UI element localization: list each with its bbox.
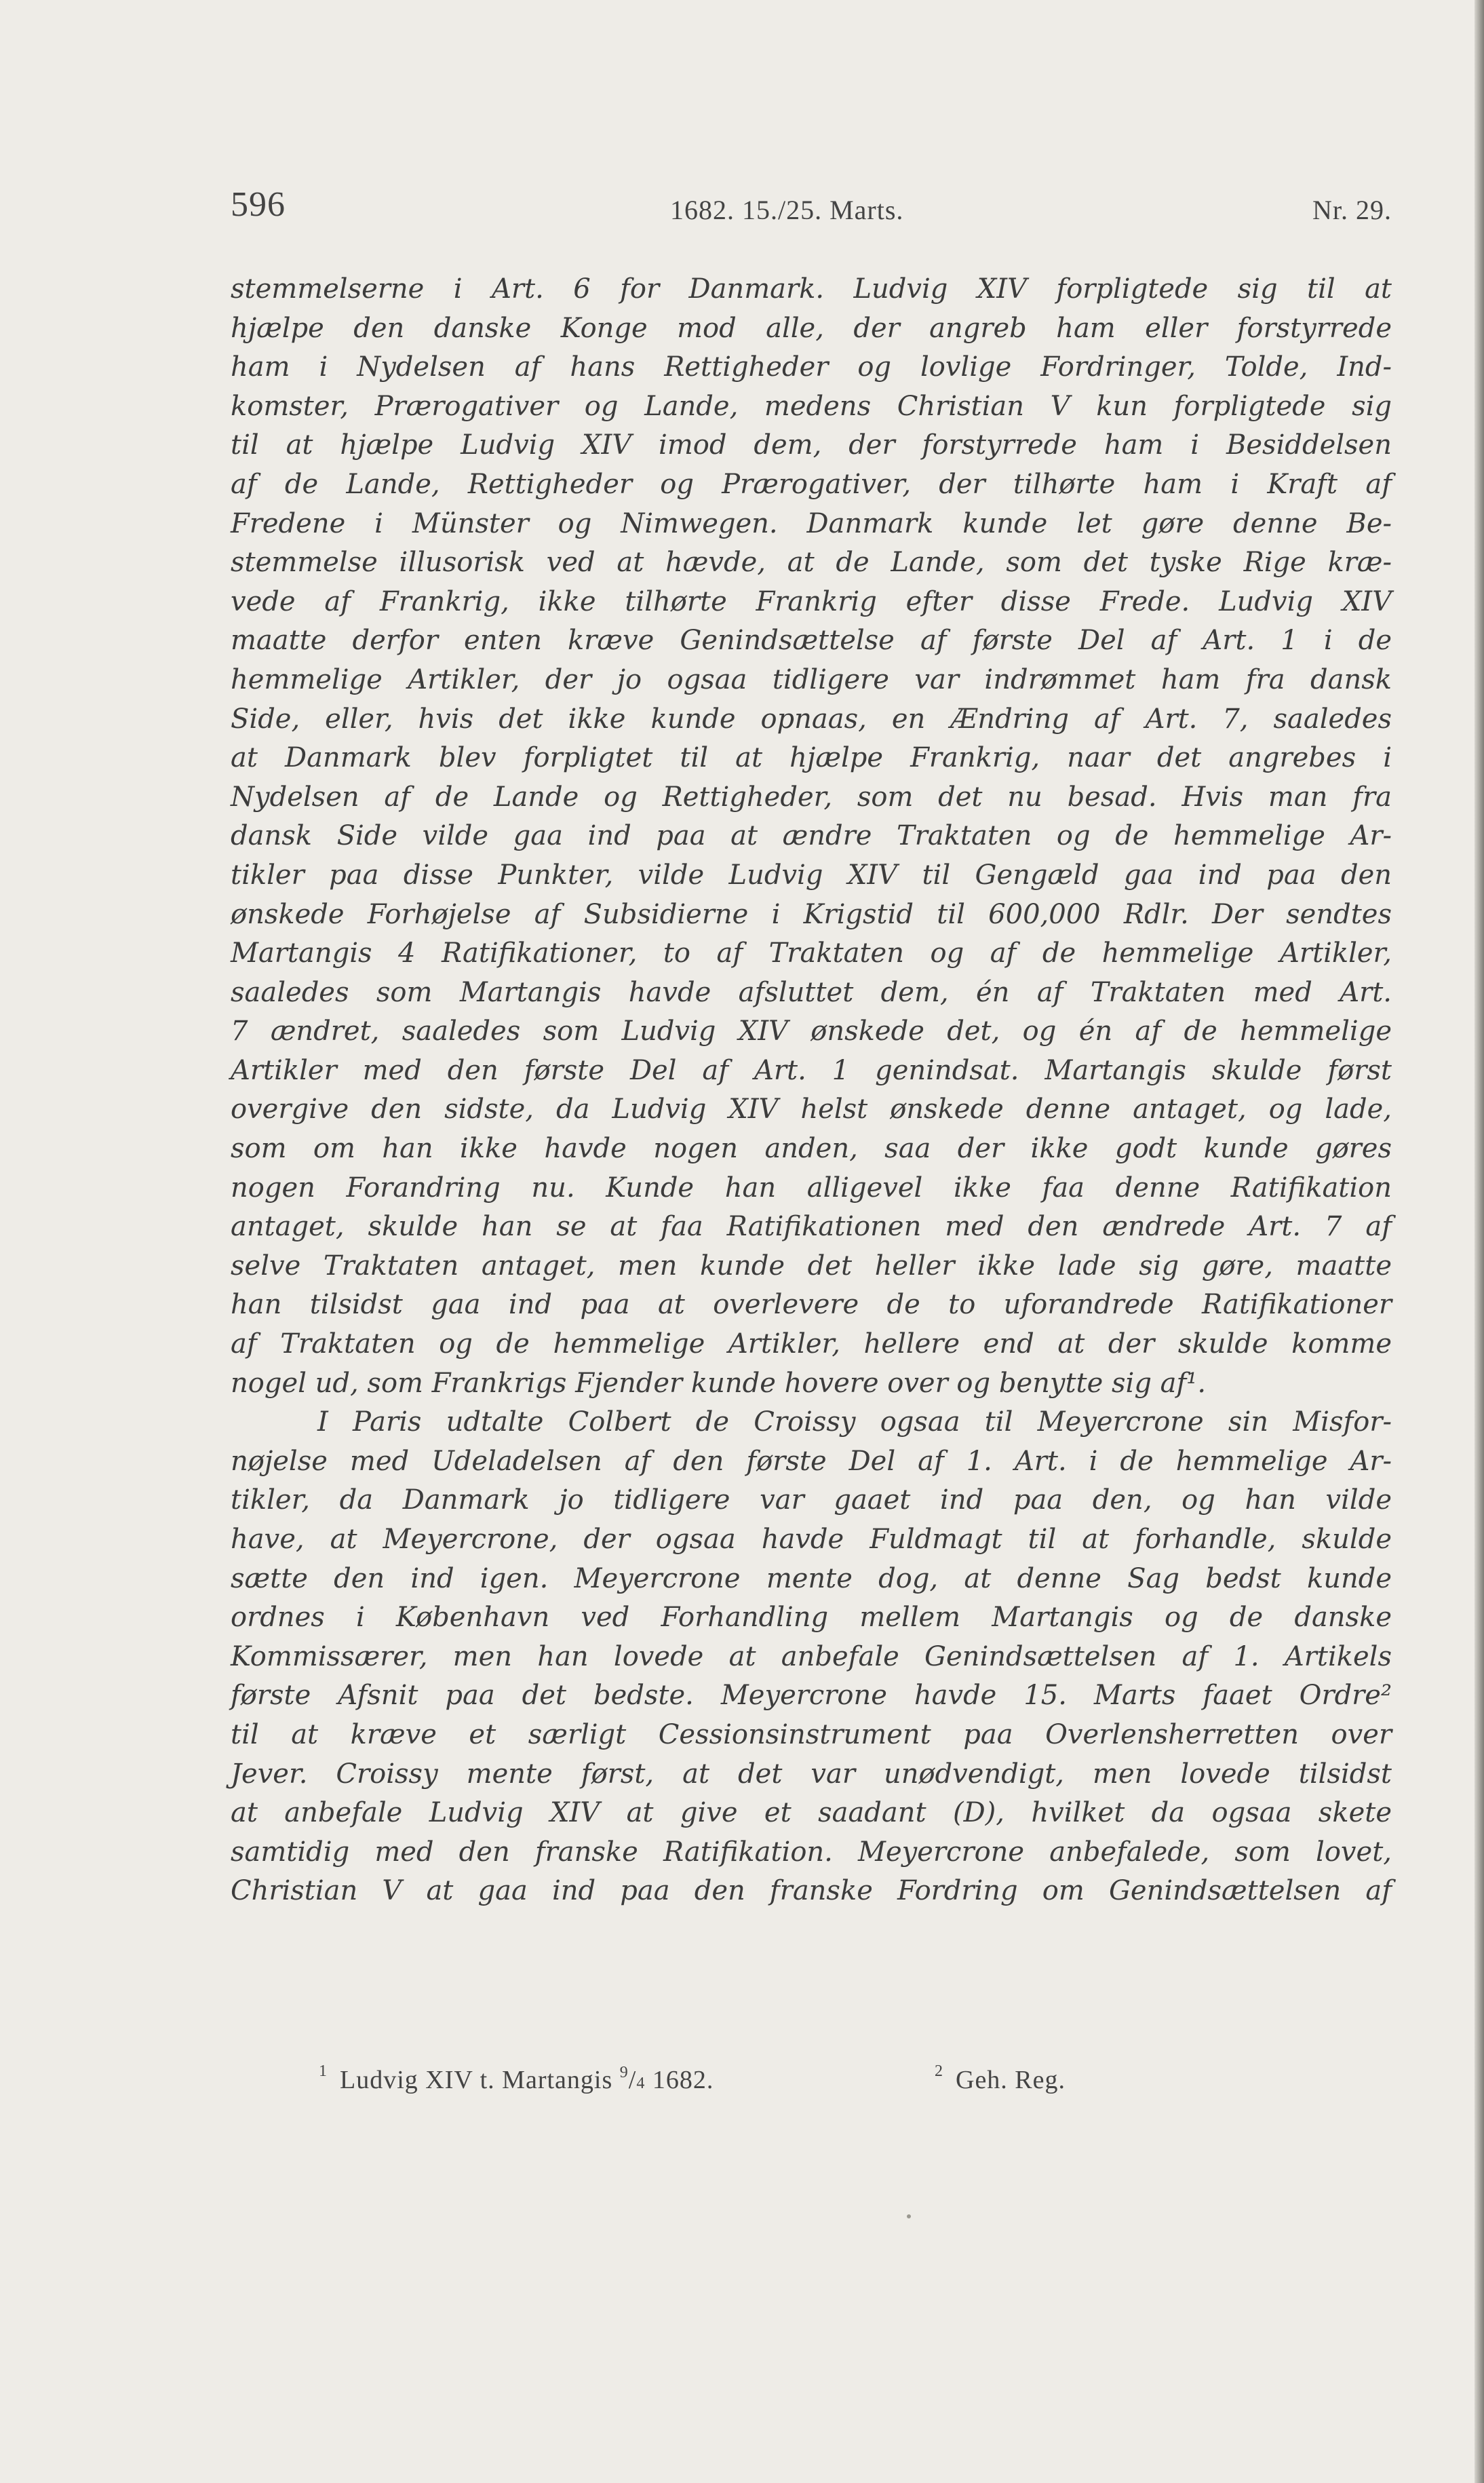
text-line: Christian V at gaa ind paa den franske Fordring om Genindsættelsen af xyxy=(231,1875,1392,1907)
page-number: 596 xyxy=(231,185,286,224)
text-line: af Traktaten og de hemmelige Artikler, hellere end at der skulde komme xyxy=(231,1328,1392,1360)
text-line: tikler, da Danmark jo tidligere var gaaet ind paa den, og han vilde xyxy=(231,1484,1392,1516)
scan-speck xyxy=(907,2214,911,2218)
text-line: Artikler med den første Del af Art. 1 genindsat. Martangis skulde først xyxy=(231,1054,1392,1086)
text-line: selve Traktaten antaget, men kunde det heller ikke lade sig gøre, maatte xyxy=(231,1250,1392,1282)
text-line: til at hjælpe Ludvig XIV imod dem, der forstyrrede ham i Besiddelsen xyxy=(231,429,1392,461)
text-line: komster, Prærogativer og Lande, medens Christian V kun forpligtede sig xyxy=(231,390,1392,422)
text-line: Nydelsen af de Lande og Rettigheder, som det nu besad. Hvis man fra xyxy=(231,781,1392,813)
text-line: Martangis 4 Ratifikationer, to af Traktaten og af de hemmelige Artikler, xyxy=(231,938,1392,969)
text-line: til at kræve et særligt Cessionsinstrument paa Overlensherretten over xyxy=(231,1718,1392,1750)
footnote-2 xyxy=(935,2062,1066,2095)
footnote-1: $^1$ Ludvig XIV t. Martangis $^9$/4 1682. xyxy=(319,2062,714,2094)
text-line: nogen Forandring nu. Kunde han alligevel ikke faa denne Ratifikation xyxy=(231,1172,1392,1204)
text-line: ordnes i København ved Forhandling mellem Martangis og de danske xyxy=(231,1602,1392,1634)
text-line: I Paris udtalte Colbert de Croissy ogsaa til Meyercrone sin Misfor- xyxy=(317,1406,1392,1438)
text-line: vede af Frankrig, ikke tilhørte Frankrig efter disse Frede. Ludvig XIV xyxy=(231,585,1392,617)
text-line: overgive den sidste, da Ludvig XIV helst ønskede denne antaget, og lade, xyxy=(231,1094,1392,1125)
text-line: Jever. Croissy mente først, at det var unødvendigt, men lovede tilsidst xyxy=(231,1758,1392,1790)
text-line: sætte den ind igen. Meyercrone mente dog, at denne Sag bedst kunde xyxy=(231,1562,1392,1594)
body-text xyxy=(231,270,1392,1911)
header-document-number: Nr. 29. xyxy=(1312,195,1392,225)
text-line: antaget, skulde han se at faa Ratifikationen med den ændrede Art. 7 af xyxy=(231,1211,1392,1243)
text-line: hemmelige Artikler, der jo ogsaa tidligere var indrømmet ham fra dansk xyxy=(231,663,1392,695)
running-head xyxy=(231,185,1392,232)
text-line: stemmelserne i Art. 6 for Danmark. Ludvig XIV forpligtede sig til at xyxy=(231,273,1392,305)
footnote-year: 1682. xyxy=(645,2066,714,2094)
footnote-marker: 1 xyxy=(319,2062,328,2080)
text-line: tikler paa disse Punkter, vilde Ludvig XIV til Gengæld gaa ind paa den xyxy=(231,859,1392,891)
text-line: han tilsidst gaa ind paa at overlevere de to uforandrede Ratifikationer xyxy=(231,1289,1392,1321)
footnotes xyxy=(319,2062,1268,2103)
text-line: Side, eller, hvis det ikke kunde opnaas, en Ændring af Art. 7, saaledes xyxy=(231,703,1392,735)
text-line: første Afsnit paa det bedste. Meyercrone havde 15. Marts faaet Ordre² xyxy=(231,1680,1392,1712)
text-line: maatte derfor enten kræve Genindsættelse af første Del af Art. 1 i de xyxy=(231,625,1392,657)
footnote-text: Ludvig XIV t. Martangis xyxy=(340,2066,613,2094)
text-line: Kommissærer, men han lovede at anbefale Genindsættelsen af 1. Artikels xyxy=(231,1640,1392,1672)
text-line: som om han ikke havde nogen anden, saa der ikke godt kunde gøres xyxy=(231,1133,1392,1165)
fraction-numerator: 9 xyxy=(619,2064,629,2081)
text-line: samtidig med den franske Ratifikation. Meyercrone anbefalede, som lovet, xyxy=(231,1836,1392,1868)
text-line: af de Lande, Rettigheder og Prærogativer, der tilhørte ham i Kraft af xyxy=(231,468,1392,500)
text-line: have, at Meyercrone, der ogsaa havde Fuldmagt til at forhandle, skulde xyxy=(231,1524,1392,1555)
footnote-text: Geh. Reg. xyxy=(956,2066,1066,2094)
text-line: nogel ud, som Frankrigs Fjender kunde hovere over og benytte sig af¹. xyxy=(231,1367,1207,1399)
fraction-denominator: 4 xyxy=(636,2075,646,2092)
text-line: ønskede Forhøjelse af Subsidierne i Krigstid til 600,000 Rdlr. Der sendtes xyxy=(231,898,1392,930)
text-line: at anbefale Ludvig XIV at give et saadant (D), hvilket da ogsaa skete xyxy=(231,1797,1392,1829)
text-line: Fredene i Münster og Nimwegen. Danmark kunde let gøre denne Be- xyxy=(231,507,1392,539)
footnote-marker: 2 xyxy=(935,2062,943,2080)
text-line: ham i Nydelsen af hans Rettigheder og lovlige Fordringer, Tolde, Ind- xyxy=(231,351,1392,383)
text-line: saaledes som Martangis havde afsluttet dem, én af Traktaten med Art. xyxy=(231,976,1392,1008)
text-line: stemmelse illusorisk ved at hævde, at de Lande, som det tyske Rige kræ- xyxy=(231,547,1392,579)
text-line: hjælpe den danske Konge mod alle, der angreb ham eller forstyrrede xyxy=(231,312,1392,344)
text-line: at Danmark blev forpligtet til at hjælpe Frankrig, naar det angrebes i xyxy=(231,742,1392,774)
scan-edge xyxy=(1475,0,1484,2483)
header-date: 1682. 15./25. Marts. xyxy=(670,195,904,225)
text-line: dansk Side vilde gaa ind paa at ændre Traktaten og de hemmelige Ar- xyxy=(231,820,1392,852)
text-line: nøjelse med Udeladelsen af den første Del af 1. Art. i de hemmelige Ar- xyxy=(231,1445,1392,1477)
text-line: 7 ændret, saaledes som Ludvig XIV ønskede det, og én af de hemmelige xyxy=(231,1016,1392,1047)
